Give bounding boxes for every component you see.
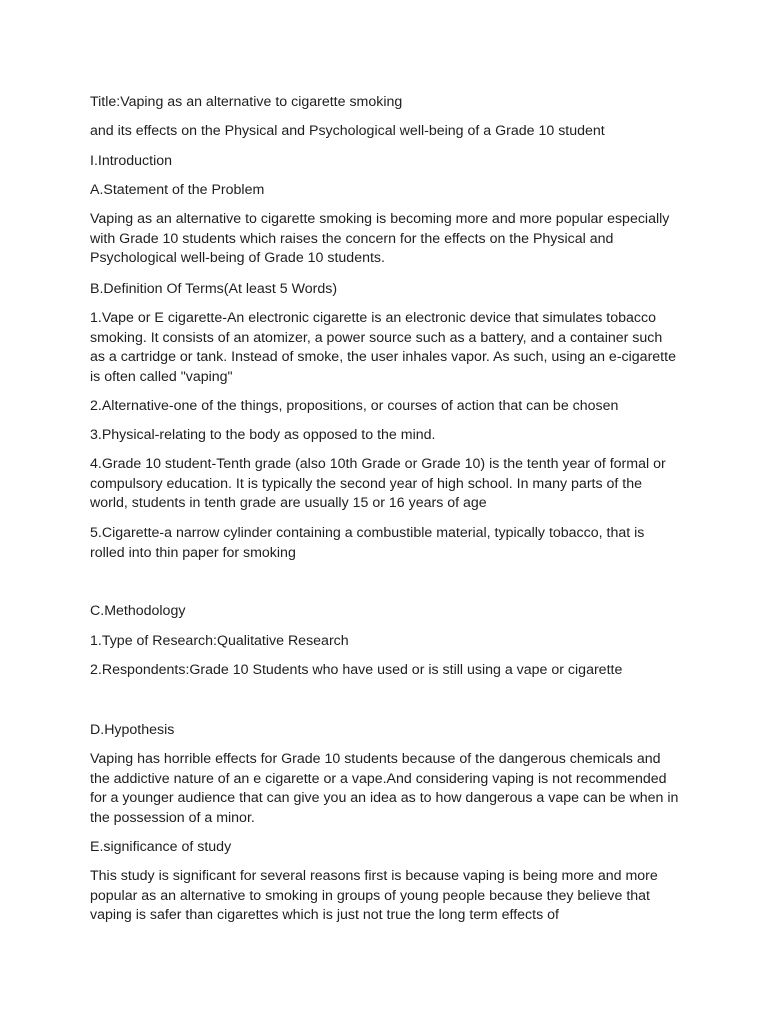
methodology-heading: C.Methodology xyxy=(90,603,186,619)
title-line-1: Title:Vaping as an alternative to cigarette smoking xyxy=(90,94,403,110)
hypothesis-paragraph: Vaping has horrible effects for Grade 10 students because of the dangerous chemicals and the addictive nature of an e cigarette or a vape.And considering vaping is not recommended for a younger audience that can give you an idea as to how dangerous a vape can be when in the possession of a minor. xyxy=(90,751,679,826)
hypothesis-heading: D.Hypothesis xyxy=(90,722,175,738)
title-line-2: and its effects on the Physical and Psychological well-being of a Grade 10 student xyxy=(90,123,605,139)
definition-item: 4.Grade 10 student-Tenth grade (also 10th Grade or Grade 10) is the tenth year of formal or compulsory education. It is typically the second year of high school. In many parts of the world, students in tenth grade are usually 15 or 16 years of age xyxy=(90,456,666,511)
definitions-heading: B.Definition Of Terms(At least 5 Words) xyxy=(90,281,338,297)
methodology-item: 2.Respondents:Grade 10 Students who have used or is still using a vape or cigarette xyxy=(90,662,623,678)
definition-item: 5.Cigarette-a narrow cylinder containing a combustible material, typically tobacco, that is rolled into thin paper for smoking xyxy=(90,525,645,561)
definition-item: 1.Vape or E cigarette-An electronic cigarette is an electronic device that simulates tobacco smoking. It consists of an atomizer, a power source such as a battery, and a container such as a cartridge or tank. Instead of smoke, the user inhales vapor. As such, using an e-cigarette is often called "vaping" xyxy=(90,310,676,385)
definition-item: 3.Physical-relating to the body as opposed to the mind. xyxy=(90,427,436,443)
significance-heading: E.significance of study xyxy=(90,839,232,855)
intro-heading: I.Introduction xyxy=(90,153,173,169)
statement-heading: A.Statement of the Problem xyxy=(90,182,265,198)
methodology-item: 1.Type of Research:Qualitative Research xyxy=(90,633,349,649)
definition-item: 2.Alternative-one of the things, propositions, or courses of action that can be chosen xyxy=(90,398,619,414)
significance-paragraph: This study is significant for several reasons first is because vaping is being more and more popular as an alternative to smoking in groups of young people because they believe that vaping is safer than cigarettes which is just not true the long term effects of xyxy=(90,868,658,923)
statement-paragraph: Vaping as an alternative to cigarette smoking is becoming more and more popular especially with Grade 10 students which raises the concern for the effects on the Physical and Psychological well-being of Grade 10 students. xyxy=(90,211,670,266)
